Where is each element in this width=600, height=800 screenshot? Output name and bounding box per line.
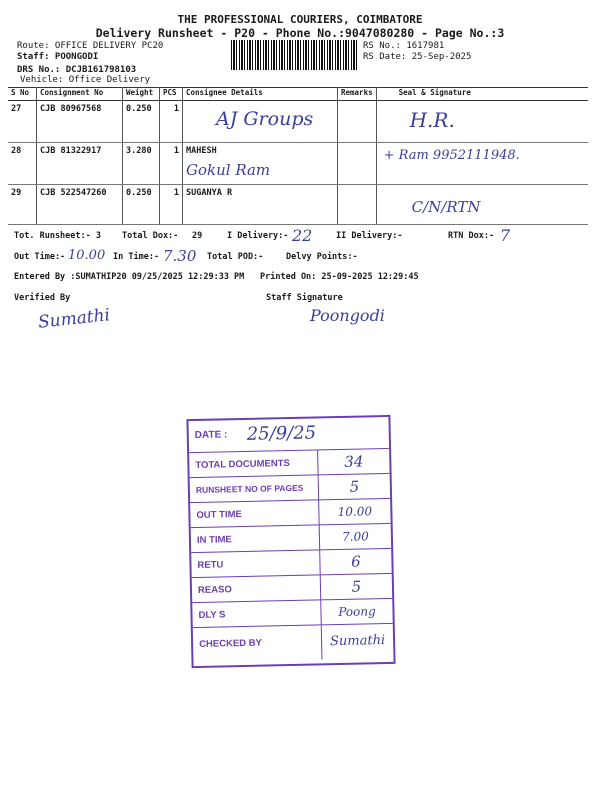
company-title: THE PROFESSIONAL COURIERS, COIMBATORE [177, 13, 423, 26]
out-time-hand: 10.00 [68, 248, 106, 263]
runsheet-title: Delivery Runsheet - P20 - Phone No.:9047080280 - Page No.:3 [95, 26, 505, 40]
stamp-label: OUT TIME [190, 500, 318, 528]
entered-by: Entered By :SUMATHIP20 09/25/2025 12:29:33 PM [14, 272, 245, 282]
row-weight: 0.250 [123, 101, 160, 143]
row-remarks [338, 185, 377, 225]
stamp-value: Sumathi [321, 624, 394, 660]
consignee-handwritten: Gokul Ram [186, 161, 271, 179]
staff-signature: Poongodi [310, 306, 385, 325]
stamp-value: 7.00 [319, 524, 392, 551]
row-consignee [183, 143, 338, 185]
stamp-value: 5 [318, 474, 391, 501]
col-weight: Weight [123, 88, 160, 101]
row-consignment: CJB 80967568 [37, 101, 123, 143]
stamp-label: DLY S [192, 600, 320, 628]
vehicle: Vehicle: Office Delivery [20, 75, 151, 85]
row-weight: 0.250 [123, 185, 160, 225]
total-dox-value: 29 [192, 231, 203, 241]
rtn-dox-label: RTN Dox:- [448, 231, 495, 241]
stamp-label: RETU [191, 550, 319, 578]
delvy-points-label: Delvy Points:- [286, 252, 358, 262]
barcode [231, 40, 358, 70]
row-seal [376, 143, 588, 185]
stamp-date-row [188, 417, 389, 453]
stamp-value: 34 [317, 449, 390, 476]
ii-delivery-label: II Delivery:- [336, 231, 403, 241]
stamp-date-label: DATE : [194, 429, 228, 441]
row-pcs: 1 [160, 185, 183, 225]
consignee-printed: MAHESH [186, 146, 217, 156]
in-time-label: In Time:- [113, 252, 160, 262]
rs-date: RS Date: 25-Sep-2025 [363, 52, 472, 62]
stamp-value: 6 [319, 549, 392, 576]
row-consignee [183, 101, 338, 143]
stamp-date-hand: 25/9/25 [246, 422, 317, 445]
in-time-hand: 7.30 [163, 247, 197, 265]
i-delivery-hand: 22 [292, 226, 313, 245]
row-consignee [183, 185, 338, 225]
row-sno: 28 [8, 143, 37, 185]
stamp-label: RUNSHEET NO OF PAGES [190, 475, 318, 503]
total-dox-label: Total Dox:- [122, 231, 179, 241]
row-remarks [338, 143, 377, 185]
seal-handwritten: + Ram 9952111948. [383, 148, 520, 163]
row-sno: 29 [8, 185, 37, 225]
delivery-stamp [186, 415, 395, 668]
route: Route: OFFICE DELIVERY PC20 [17, 41, 164, 51]
staff: Staff: POONGODI [17, 52, 99, 62]
col-pcs: PCS [160, 88, 183, 101]
i-delivery-label: I Delivery:- [227, 231, 289, 241]
row-remarks [338, 101, 377, 143]
rs-no: RS No.: 1617981 [363, 41, 445, 51]
verified-signature: Sumathi [37, 305, 111, 333]
row-consignment: CJB 81322917 [37, 143, 123, 185]
col-remarks: Remarks [338, 88, 377, 101]
printed-on: Printed On: 25-09-2025 12:29:45 [260, 272, 419, 282]
stamp-value: 5 [320, 574, 393, 601]
row-pcs: 1 [160, 143, 183, 185]
verified-by-label: Verified By [14, 293, 71, 303]
stamp-label: IN TIME [191, 525, 319, 553]
rtn-dox-hand: 7 [500, 226, 511, 245]
consignee-printed: SUGANYA R [186, 188, 233, 198]
out-time-label: Out Time:- [14, 252, 66, 262]
table-row [8, 143, 588, 185]
stamp-label: CHECKED BY [199, 637, 263, 650]
row-consignment: CJB 522547260 [37, 185, 123, 225]
stamp-label: REASO [192, 575, 320, 603]
tot-runsheet: Tot. Runsheet:- 3 [14, 231, 101, 241]
row-sno: 27 [8, 101, 37, 143]
staff-signature-label: Staff Signature [266, 293, 343, 303]
col-seal: Seal & Signature [376, 88, 588, 101]
total-pod-label: Total POD:- [207, 252, 264, 262]
col-consignment: Consignment No [37, 88, 123, 101]
row-seal [376, 101, 588, 143]
seal-handwritten: C/N/RTN [411, 198, 481, 216]
row-weight: 3.280 [123, 143, 160, 185]
row-seal [376, 185, 588, 225]
table-row [8, 101, 588, 143]
row-pcs: 1 [160, 101, 183, 143]
drs-no: DRS No.: DCJB161798103 [17, 65, 137, 75]
stamp-value: 10.00 [318, 499, 391, 526]
col-consignee: Consignee Details [183, 88, 338, 101]
consignee-handwritten: AJ Groups [216, 108, 314, 130]
stamp-value: Poong [320, 599, 393, 626]
table-row [8, 185, 588, 225]
col-sno: S No [8, 88, 37, 101]
stamp-label: TOTAL DOCUMENTS [189, 450, 317, 478]
seal-handwritten: H.R. [409, 108, 455, 132]
runsheet-table [8, 87, 588, 225]
